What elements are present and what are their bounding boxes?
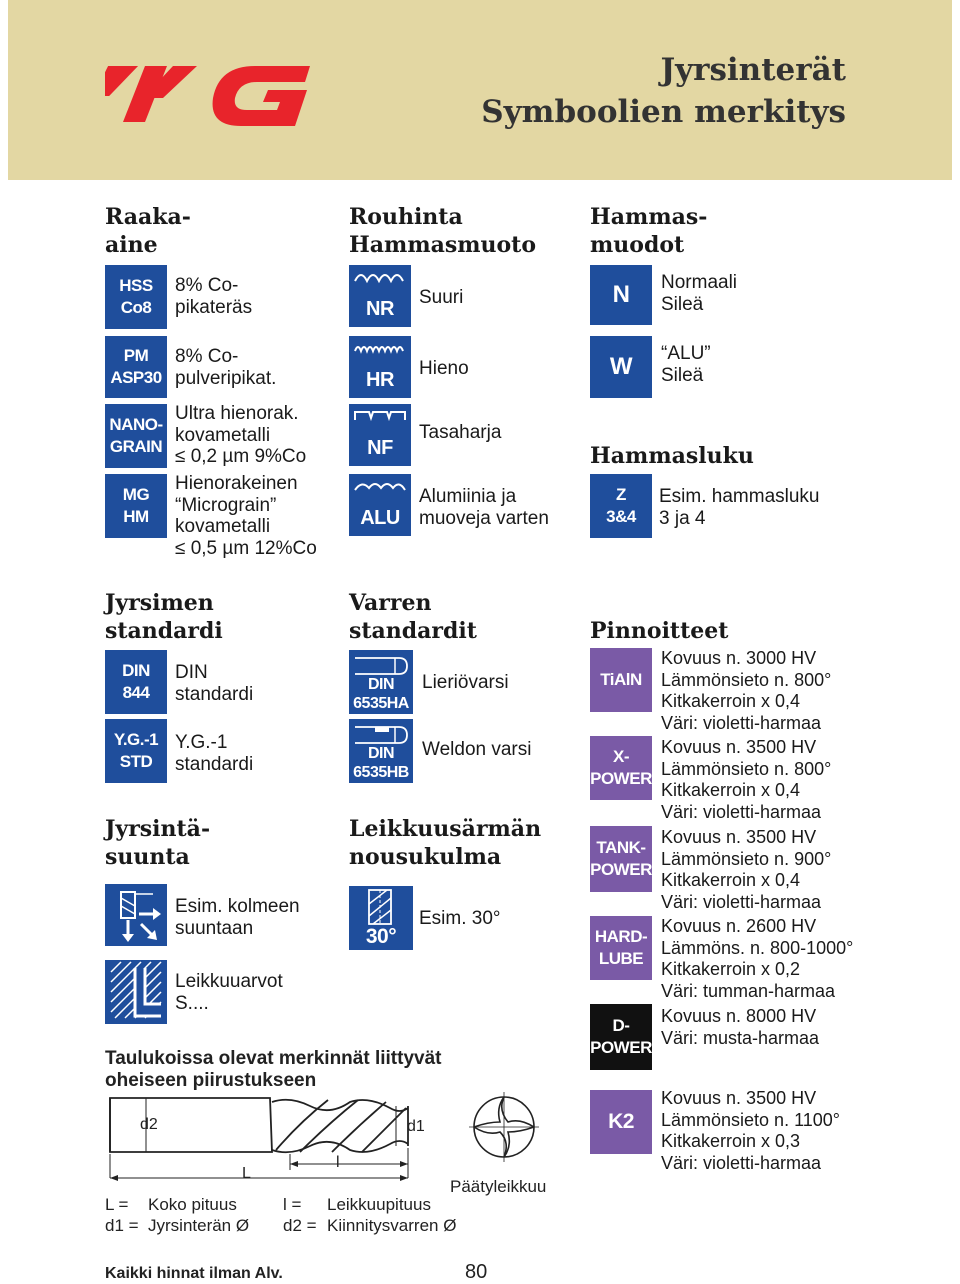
cutter-standard-din: DIN 844 <box>105 650 167 714</box>
label-d1: d1 <box>407 1118 425 1135</box>
legend-L-sym: L = <box>105 1195 129 1214</box>
coating-tialn: TiAlN <box>590 648 652 712</box>
label-d2: d2 <box>140 1116 158 1133</box>
alu-wave-icon <box>353 478 407 494</box>
section-hammasluku: Hammasluku <box>590 443 754 469</box>
legend-d1-text: Jyrsinterän Ø <box>148 1216 250 1235</box>
coating-d-power: D- POWER <box>590 1004 652 1070</box>
coating-tank-power-desc: Kovuus n. 3500 HV Lämmönsieto n. 900° Kitkakerroin x 0,4 Väri: violetti-harmaa <box>661 827 832 912</box>
tooth-form-hr <box>349 336 411 398</box>
tooth-form-nr-desc: Suuri <box>419 287 464 308</box>
section-rouhinta: Rouhinta Hammasmuoto <box>349 204 537 258</box>
shank-standard-ha-code: DIN 6535HA <box>353 676 409 712</box>
weldon-shank-icon <box>353 723 409 745</box>
coating-hard-lube: HARD- LUBE <box>590 916 652 980</box>
coating-tank-power: TANK- POWER <box>590 826 652 892</box>
material-code-pm: PM ASP30 <box>105 336 167 398</box>
cutting-values-icon <box>105 960 167 1024</box>
tooth-shape-n-desc: Normaali Sileä <box>661 272 738 315</box>
helix-angle-desc: Esim. 30° <box>419 908 501 929</box>
shank-standard-ha-desc: Lieriövarsi <box>422 672 509 693</box>
legend-l-text: Leikkuupituus <box>327 1195 431 1214</box>
tooth-form-nf-desc: Tasaharja <box>419 422 502 443</box>
shank-standard-ha <box>349 650 413 714</box>
coating-x-power-desc: Kovuus n. 3500 HV Lämmönsieto n. 800° Kitkakerroin x 0,4 Väri: violetti-harmaa <box>661 737 832 822</box>
cutting-values-desc: Leikkuuarvot S.... <box>175 971 283 1014</box>
tooth-shape-n: N <box>590 265 652 325</box>
flat-wave-icon <box>353 408 407 424</box>
page-title-line2: Symboolien merkitys <box>481 94 846 130</box>
material-desc-hss: 8% Co- pikateräs <box>175 275 253 318</box>
coating-tialn-desc: Kovuus n. 3000 HV Lämmönsieto n. 800° Kitkakerroin x 0,4 Väri: violetti-harmaa <box>661 648 832 733</box>
section-jyrsintasuunta: Jyrsintä- suunta <box>105 816 211 870</box>
coating-d-power-desc: Kovuus n. 8000 HV Väri: musta-harmaa <box>661 1006 820 1048</box>
tooth-form-nf <box>349 404 411 466</box>
tooth-shape-w: W <box>590 336 652 398</box>
material-code-nanograin: NANO- GRAIN <box>105 404 167 468</box>
page-number: 80 <box>465 1261 488 1283</box>
tooth-form-nf-code: NF <box>367 437 393 459</box>
cutter-standard-yg-desc: Y.G.-1 standardi <box>175 732 254 775</box>
drawing-note: Taulukoissa olevat merkinnät liittyvät oheiseen piirustukseen <box>105 1048 442 1091</box>
material-desc-nanograin: Ultra hienorak. kovametalli ≤ 0,2 µm 9%Co <box>175 403 307 467</box>
page-title-line1: Jyrsinterät <box>660 52 846 88</box>
coating-k2-desc: Kovuus n. 3500 HV Lämmönsieto n. 1100° Kitkakerroin x 0,3 Väri: violetti-harmaa <box>661 1088 840 1173</box>
tooth-count-desc: Esim. hammasluku 3 ja 4 <box>659 486 820 529</box>
tooth-count-code: Z 3&4 <box>590 474 652 538</box>
legend-d2-sym: d2 = <box>283 1216 317 1235</box>
three-direction-desc: Esim. kolmeen suuntaan <box>175 896 300 939</box>
tooth-form-nr <box>349 265 411 327</box>
material-desc-pm: 8% Co- pulveripikat. <box>175 346 277 389</box>
legend-d1-sym: d1 = <box>105 1216 139 1235</box>
material-code-hss: HSS Co8 <box>105 265 167 329</box>
tooth-shape-w-desc: “ALU” Sileä <box>661 343 711 386</box>
round-shank-icon <box>353 654 409 676</box>
tooth-form-alu-code: ALU <box>360 507 400 529</box>
section-varren-standardit: Varren standardit <box>349 590 477 644</box>
tooth-form-alu-desc: Alumiinia ja muoveja varten <box>419 486 549 529</box>
footer-vat-note: Kaikki hinnat ilman Alv. <box>105 1265 283 1282</box>
end-view-icon <box>468 1090 540 1164</box>
label-L: L <box>242 1165 251 1182</box>
end-view-label: Päätyleikkuu <box>450 1177 547 1196</box>
cutter-standard-din-desc: DIN standardi <box>175 662 254 705</box>
shank-standard-hb-desc: Weldon varsi <box>422 739 532 760</box>
coating-k2: K2 <box>590 1090 652 1154</box>
fine-wave-icon <box>353 340 407 356</box>
helix-angle-code: 30° <box>365 925 397 948</box>
material-desc-mg: Hienorakeinen “Micrograin” kovametalli ≤ 0,5 µm 12%Co <box>175 473 317 559</box>
material-code-mg: MG HM <box>105 474 167 538</box>
tooth-form-nr-code: NR <box>366 298 394 320</box>
three-direction-icon <box>105 884 167 946</box>
shank-standard-hb-code: DIN 6535HB <box>353 745 409 781</box>
tooth-form-alu <box>349 474 411 536</box>
coating-hard-lube-desc: Kovuus n. 2600 HV Lämmöns. n. 800-1000° Kitkakerroin x 0,2 Väri: tumman-harmaa <box>661 916 854 1001</box>
coating-x-power: X- POWER <box>590 736 652 800</box>
section-jyrsimen-standardi: Jyrsimen standardi <box>105 590 223 644</box>
helix-angle-box <box>349 886 413 950</box>
helix-angle-icon <box>363 888 403 926</box>
legend-l-sym: l = <box>283 1195 302 1214</box>
section-hammasmuodot: Hammas- muodot <box>590 204 708 258</box>
yg-logo <box>105 58 315 139</box>
label-l: l <box>336 1154 340 1171</box>
section-pinnoitteet: Pinnoitteet <box>590 618 729 644</box>
section-raaka-aine: Raaka- aine <box>105 204 191 258</box>
cutter-standard-yg: Y.G.-1 STD <box>105 719 167 783</box>
tooth-form-hr-desc: Hieno <box>419 358 469 379</box>
shank-standard-hb <box>349 719 413 783</box>
legend-L-text: Koko pituus <box>148 1195 237 1214</box>
section-leikkuusarman: Leikkuusärmän nousukulma <box>349 816 542 870</box>
coarse-wave-icon <box>353 269 407 285</box>
legend-d2-text: Kiinnitysvarren Ø <box>327 1216 457 1235</box>
tooth-form-hr-code: HR <box>366 369 394 391</box>
